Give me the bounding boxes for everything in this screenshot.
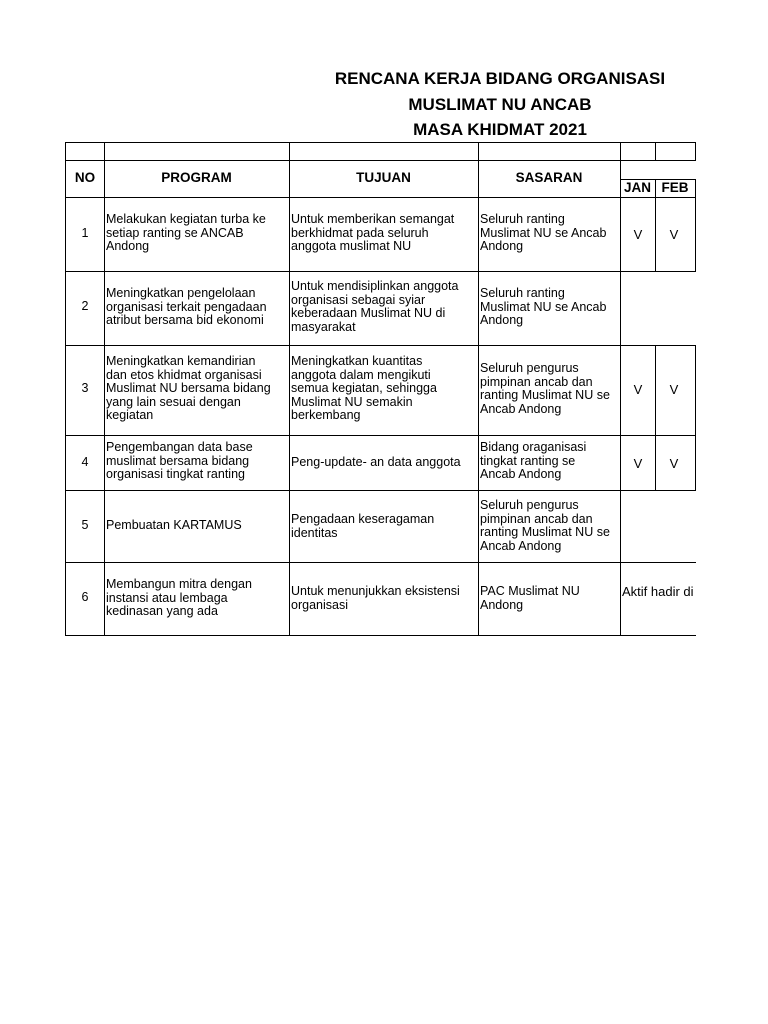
mark-feb: V [669, 227, 679, 242]
title-line-2: MUSLIMAT NU ANCAB [408, 95, 592, 114]
header-sasaran: SASARAN [515, 170, 583, 185]
row-note: Aktif hadir di [622, 584, 694, 599]
row-tujuan: Untuk memberikan semangat berkhidmat pada seluruh anggota muslimat NU [291, 212, 455, 253]
grid-line [65, 562, 696, 563]
row-no: 4 [81, 455, 89, 469]
grid-line [65, 490, 696, 491]
grid-line [695, 345, 696, 490]
row-no: 5 [81, 518, 89, 532]
row-program: Melakukan kegiatan turba ke setiap ranting se ANCAB Andong [106, 212, 266, 253]
title-line-3: MASA KHIDMAT 2021 [413, 120, 587, 139]
row-tujuan: Untuk mendisiplinkan anggota organisasi sebagai syiar keberadaan Muslimat NU di masyarakat [291, 279, 459, 334]
grid-line [65, 435, 696, 436]
header-jan: JAN [623, 180, 651, 195]
row-program: Meningkatkan pengelolaan organisasi terkait pengadaan atribut bersama bid ekonomi [106, 286, 267, 327]
row-program: Membangun mitra dengan instansi atau lembaga kedinasan yang ada [106, 577, 252, 618]
grid-line [65, 160, 696, 161]
title-line-1: RENCANA KERJA BIDANG ORGANISASI [334, 69, 666, 88]
mark-feb: V [669, 382, 679, 397]
row-program: Pengembangan data base muslimat bersama bidang organisasi tingkat ranting [106, 440, 253, 481]
grid-line [65, 271, 696, 272]
row-program: Meningkatkan kemandirian dan etos khidmat organisasi Muslimat NU bersama bidang yang lain sesuai dengan kegiatan [106, 354, 271, 422]
mark-jan: V [633, 227, 643, 242]
grid-line [65, 197, 696, 198]
row-no: 3 [81, 381, 89, 395]
mark-jan: V [633, 382, 643, 397]
row-tujuan: Untuk menunjukkan eksistensi organisasi [291, 584, 460, 612]
header-no: NO [74, 170, 96, 185]
header-tujuan: TUJUAN [356, 170, 411, 185]
row-sasaran: Seluruh ranting Muslimat NU se Ancab Andong [480, 212, 607, 253]
mark-feb: V [669, 456, 679, 471]
row-no: 1 [81, 226, 89, 240]
grid-line [695, 179, 696, 271]
row-tujuan: Peng-update- an data anggota [291, 455, 461, 469]
row-no: 6 [81, 590, 89, 604]
row-sasaran: Seluruh pengurus pimpinan ancab dan ranting Muslimat NU se Ancab Andong [480, 361, 610, 416]
row-sasaran: Bidang oraganisasi tingkat ranting se Ancab Andong [480, 440, 587, 481]
header-program: PROGRAM [161, 170, 232, 185]
row-sasaran: Seluruh ranting Muslimat NU se Ancab Andong [480, 286, 607, 327]
grid-line [65, 635, 696, 636]
row-no: 2 [81, 299, 89, 313]
grid-line [655, 142, 656, 160]
header-feb: FEB [661, 180, 689, 195]
grid-line [65, 345, 696, 346]
row-sasaran: Seluruh pengurus pimpinan ancab dan ranting Muslimat NU se Ancab Andong [480, 498, 610, 553]
grid-line [695, 142, 696, 160]
row-sasaran: PAC Muslimat NU Andong [480, 584, 580, 612]
row-tujuan: Meningkatkan kuantitas anggota dalam mengikuti semua kegiatan, sehingga Muslimat NU semakin berkembang [291, 354, 437, 422]
row-tujuan: Pengadaan keseragaman identitas [291, 512, 435, 540]
grid-line [65, 142, 696, 143]
mark-jan: V [633, 456, 643, 471]
row-program: Pembuatan KARTAMUS [106, 518, 242, 532]
